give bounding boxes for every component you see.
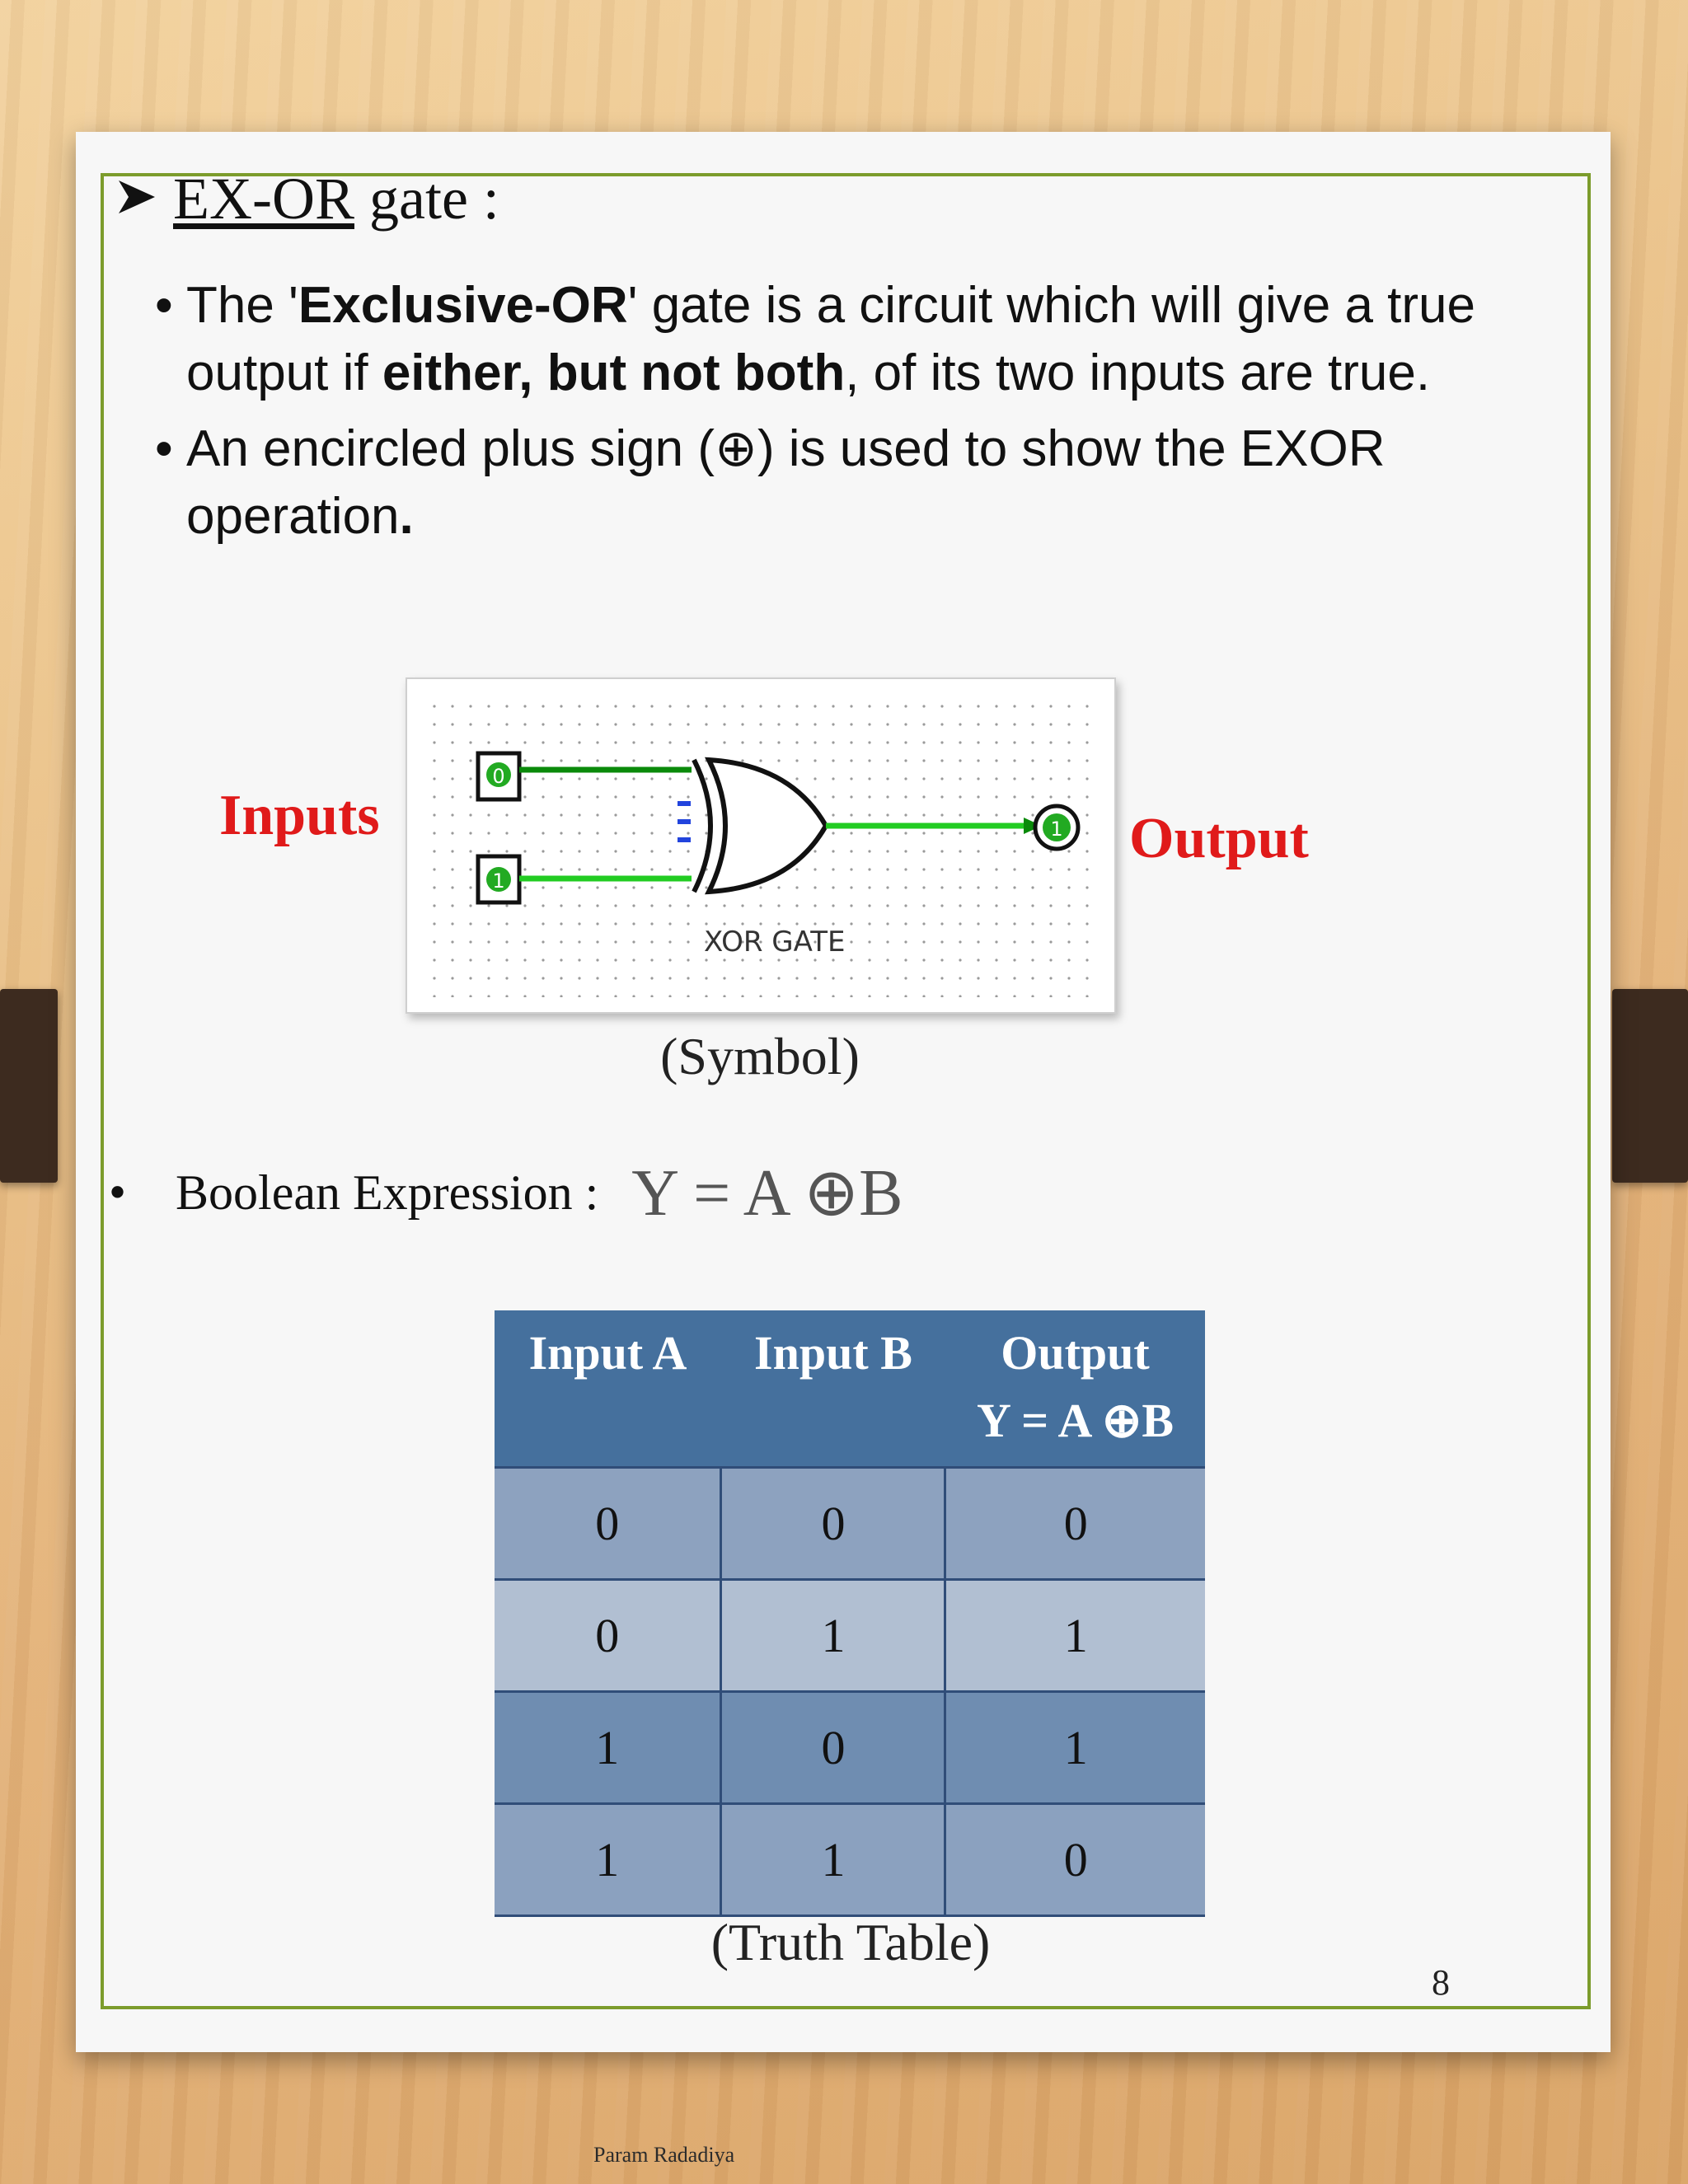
header-output: Output Y = A ⊕B <box>945 1310 1205 1468</box>
table-row: 0 1 1 <box>495 1580 1205 1692</box>
gate-label: XOR GATE <box>704 926 846 958</box>
truth-table-caption: (Truth Table) <box>710 1913 991 1971</box>
bullet-symbol: • An encircled plus sign (⊕) is used to show the EXOR operation. <box>155 415 1573 551</box>
symbol-caption: (Symbol) <box>660 1027 860 1085</box>
header-input-a: Input A <box>495 1310 721 1468</box>
circled-plus-icon: ⊕ <box>714 420 757 477</box>
output-value: 1 <box>1050 818 1063 841</box>
table-row: 1 1 0 <box>495 1804 1205 1916</box>
heading-suffix: gate : <box>354 166 499 232</box>
boolean-expression-row <box>109 1154 903 1231</box>
slide-page <box>76 132 1611 2052</box>
slide-heading <box>115 165 499 233</box>
input-b-switch <box>478 856 519 902</box>
left-binder-strap <box>0 989 58 1183</box>
table-row: 0 0 0 <box>495 1468 1205 1580</box>
input-b-value: 1 <box>492 869 505 893</box>
output-led <box>1035 806 1078 849</box>
bullet-dot: • <box>109 1165 127 1220</box>
inputs-label: Inputs <box>219 784 380 847</box>
page-number: 8 <box>1432 1962 1450 2003</box>
header-input-b: Input B <box>721 1310 945 1468</box>
xor-gate-diagram <box>406 677 1116 1014</box>
heading-title: EX-OR <box>173 166 354 232</box>
table-row: 1 0 1 <box>495 1692 1205 1804</box>
boolean-label: Boolean Expression : <box>176 1165 599 1220</box>
right-binder-strap <box>1612 989 1688 1183</box>
description-bullets <box>155 272 1573 559</box>
output-label: Output <box>1129 807 1309 870</box>
table-header-row <box>495 1310 1205 1468</box>
boolean-expression: Y = A ⊕B <box>631 1157 903 1230</box>
bullet-definition: • The 'Exclusive-OR' gate is a circuit which will give a true output if either, but not both, of its two inputs are true. <box>155 272 1573 407</box>
input-a-switch <box>478 753 519 799</box>
arrow-bullet-icon <box>115 165 173 233</box>
truth-table <box>495 1310 1205 1917</box>
input-a-value: 0 <box>492 765 505 788</box>
author-footer: Param Radadiya <box>593 2143 735 2167</box>
